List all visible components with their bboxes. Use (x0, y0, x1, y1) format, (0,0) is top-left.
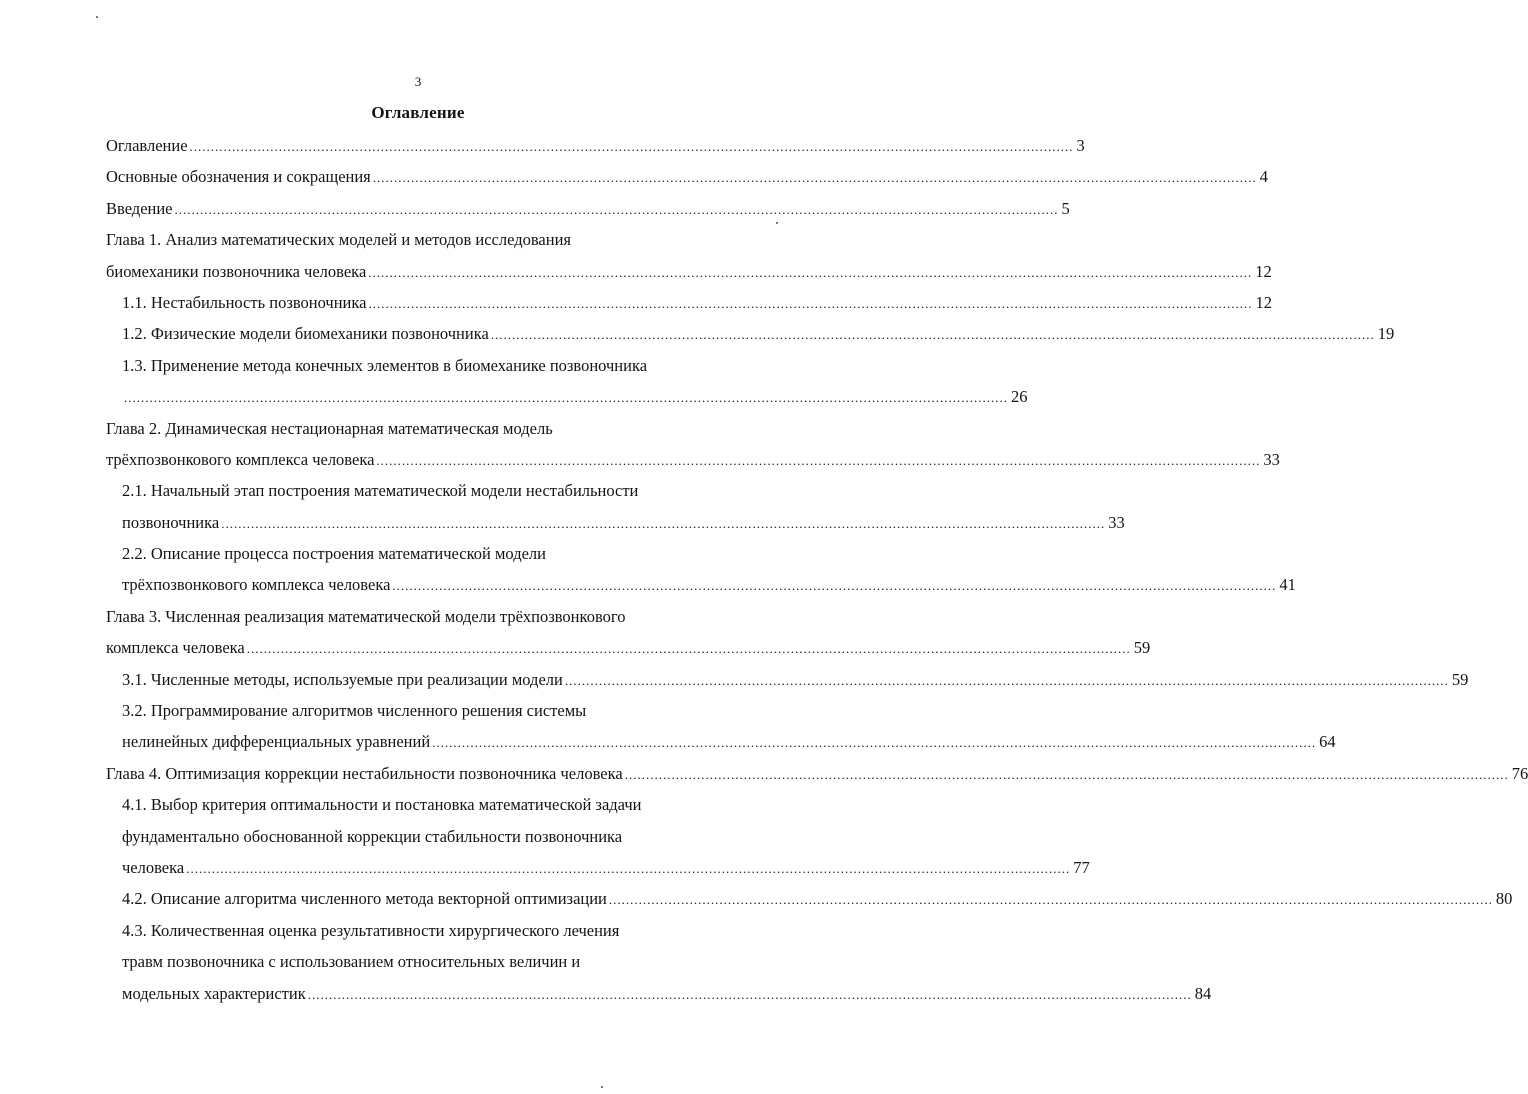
toc-page-number: 12 (1255, 292, 1272, 312)
toc-entry (106, 507, 1125, 538)
toc-entry-title: 3.1. Численные методы, используемые при реализации модели (122, 669, 563, 689)
toc-entry (106, 852, 1090, 883)
dot-leader (376, 445, 1260, 476)
toc-entry-title: 3.2. Программирование алгоритмов численного решения системы (122, 701, 587, 721)
toc-entry-title: Оглавление (106, 136, 188, 155)
toc-entry-title: Основные обозначения и сокращения (106, 167, 371, 187)
toc-entry (106, 569, 1296, 600)
toc-entry-title: Глава 3. Численная реализация математической модели трёхпозвонкового (106, 606, 626, 626)
toc-page-number: 80 (1495, 889, 1513, 909)
toc-entry (106, 224, 736, 255)
toc-entry (106, 883, 1513, 914)
dot-leader (368, 288, 1252, 319)
toc-entry (106, 946, 736, 977)
dot-leader (625, 759, 1509, 790)
toc-entry-title: позвоночника (122, 512, 220, 532)
toc-page-number: 59 (1133, 638, 1151, 658)
dot-leader (609, 884, 1493, 915)
toc-page-number: 33 (1263, 449, 1280, 469)
scan-speck (776, 222, 778, 224)
toc-page-number: 76 (1511, 763, 1528, 783)
toc-entry-title: 4.3. Количественная оценка результативности хирургического лечения (122, 920, 620, 940)
toc-page-number: 33 (1108, 512, 1125, 532)
scan-speck (96, 16, 98, 18)
toc-entry-title: Глава 4. Оптимизация коррекции нестабильности позвоночника человека (106, 763, 623, 783)
dot-leader (308, 979, 1192, 1010)
toc-entry-title: трёхпозвонкового комплекса человека (106, 449, 375, 469)
dot-leader (368, 257, 1252, 288)
dot-leader (247, 633, 1131, 664)
toc-entry (106, 287, 1272, 318)
toc-entry-title: Глава 2. Динамическая нестационарная математическая модель (106, 418, 553, 438)
dot-leader (491, 319, 1375, 350)
dot-leader (124, 382, 1008, 413)
page-number: 3 (414, 74, 422, 89)
toc-entry (106, 161, 1269, 192)
toc-page-number: 19 (1377, 324, 1395, 344)
toc-entry-title: трёхпозвонкового комплекса человека (122, 575, 391, 595)
toc-entry-title: 1.1. Нестабильность позвоночника (122, 292, 367, 312)
toc-entry (106, 978, 1212, 1009)
toc-entry-title: 4.2. Описание алгоритма численного метода векторной оптимизации (122, 889, 607, 909)
toc-page-number: 4 (1259, 167, 1269, 187)
toc-entry-title: модельных характеристик (122, 983, 306, 1003)
toc-page-number: 84 (1194, 983, 1212, 1003)
toc-entry-title: 1.3. Применение метода конечных элементов в биомеханике позвоночника (122, 355, 648, 375)
toc-page-number: 77 (1073, 857, 1090, 877)
toc-entry-title: травм позвоночника с использованием относительных величин и (122, 952, 581, 972)
dot-leader (373, 162, 1257, 193)
toc-entry-title: фундаментально обоснованной коррекции стабильности позвоночника (122, 826, 623, 846)
toc-entry (106, 789, 736, 820)
toc-entry-title: Глава 1. Анализ математических моделей и методов исследования (106, 230, 572, 250)
dot-leader (186, 853, 1070, 884)
toc-entry (106, 758, 1528, 789)
toc-entry (106, 444, 1280, 475)
dot-leader (565, 665, 1449, 696)
toc-entry-title: 2.2. Описание процесса построения математической модели (122, 544, 546, 564)
toc-entry (106, 475, 736, 506)
toc-entry (106, 821, 736, 852)
page-title: Оглавление (371, 103, 465, 122)
toc-entry (106, 664, 1469, 695)
toc-entry (106, 413, 736, 444)
toc-entry (106, 193, 1070, 224)
toc-entry-title: 4.1. Выбор критерия оптимальности и постановка математической задачи (122, 795, 642, 815)
toc-entry (106, 726, 1336, 757)
toc-entry-title: 1.2. Физические модели биомеханики позвоночника (122, 324, 489, 344)
toc-entry (106, 632, 1151, 663)
dot-leader (392, 570, 1276, 601)
toc-entry-title: 2.1. Начальный этап построения математической модели нестабильности (122, 481, 639, 501)
dot-leader (175, 194, 1059, 225)
toc-entry (106, 381, 1028, 412)
toc-entry (106, 130, 1085, 161)
dot-leader (432, 727, 1316, 758)
toc-entry-title: нелинейных дифференциальных уравнений (122, 732, 431, 752)
scan-speck (601, 1086, 603, 1088)
table-of-contents (106, 130, 1528, 1009)
toc-page-number: 64 (1319, 732, 1336, 752)
toc-entry (106, 350, 736, 381)
toc-entry (106, 318, 1395, 349)
dot-leader (190, 131, 1074, 162)
dot-leader (221, 508, 1105, 539)
toc-entry-title: комплекса человека (106, 638, 245, 658)
toc-page-number: 26 (1011, 387, 1028, 407)
toc-entry (106, 601, 736, 632)
toc-page-number: 3 (1076, 136, 1085, 155)
toc-page-number: 59 (1451, 669, 1469, 689)
toc-entry (106, 538, 736, 569)
toc-entry (106, 915, 736, 946)
toc-entry-title: человека (122, 857, 185, 877)
toc-entry-title: Введение (106, 198, 173, 218)
toc-page-number: 41 (1279, 575, 1296, 595)
toc-page-number: 12 (1255, 261, 1272, 281)
toc-entry (106, 695, 736, 726)
toc-entry (106, 256, 1272, 287)
toc-page-number: 5 (1061, 198, 1070, 218)
toc-entry-title: биомеханики позвоночника человека (106, 261, 367, 281)
